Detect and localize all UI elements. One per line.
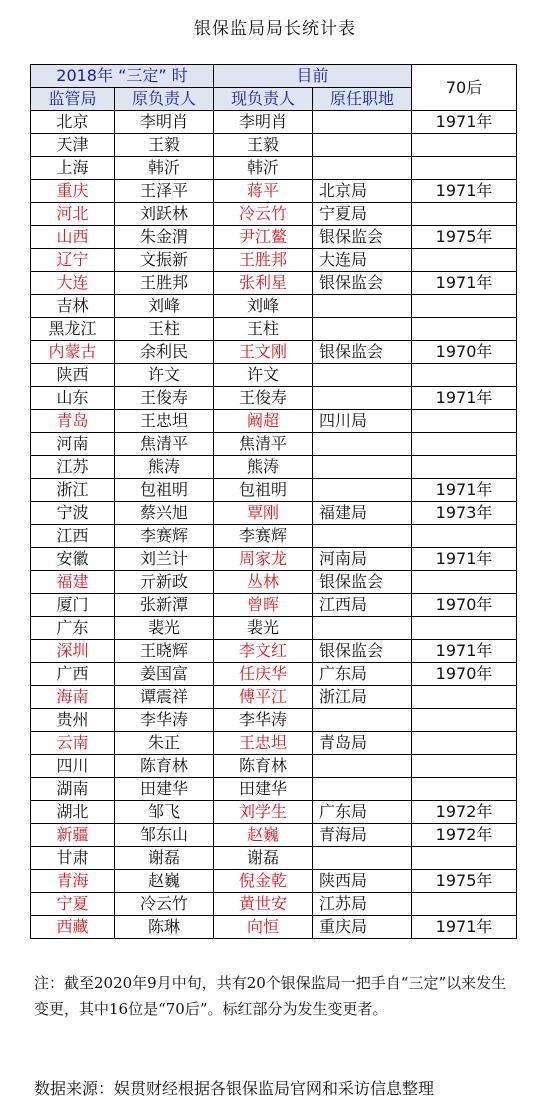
- table-row: [31, 364, 517, 387]
- birth-year-cell: [412, 617, 517, 640]
- header-now: 目前: [214, 65, 412, 88]
- bureau-cell: 吉林: [31, 295, 115, 318]
- curr-leader-cell: 王俊寿: [214, 387, 313, 410]
- birth-year-cell: [412, 778, 517, 801]
- table-header-group-row: [31, 65, 517, 88]
- prev-post-cell: [313, 525, 412, 548]
- birth-year-cell: 1971年: [412, 548, 517, 571]
- bureau-cell: 陕西: [31, 364, 115, 387]
- orig-leader-cell: 王忠坦: [115, 410, 214, 433]
- table-row: [31, 180, 517, 203]
- bureau-cell: 重庆: [31, 180, 115, 203]
- table-row: [31, 502, 517, 525]
- table-row: [31, 893, 517, 916]
- curr-leader-cell: 包祖明: [214, 479, 313, 502]
- bureau-cell: 四川: [31, 755, 115, 778]
- birth-year-cell: 1970年: [412, 341, 517, 364]
- prev-post-cell: 广东局: [313, 663, 412, 686]
- orig-leader-cell: 包祖明: [115, 479, 214, 502]
- prev-post-cell: [313, 456, 412, 479]
- orig-leader-cell: 文振新: [115, 249, 214, 272]
- table-row: [31, 571, 517, 594]
- birth-year-cell: 1971年: [412, 180, 517, 203]
- birth-year-cell: 1973年: [412, 502, 517, 525]
- curr-leader-cell: 蒋平: [214, 180, 313, 203]
- orig-leader-cell: 陈琳: [115, 916, 214, 939]
- bureau-cell: 青海: [31, 870, 115, 893]
- birth-year-cell: [412, 755, 517, 778]
- prev-post-cell: 银保监会: [313, 571, 412, 594]
- bureau-cell: 青岛: [31, 410, 115, 433]
- orig-leader-cell: 朱金渭: [115, 226, 214, 249]
- prev-post-cell: 大连局: [313, 249, 412, 272]
- prev-post-cell: [313, 364, 412, 387]
- prev-post-cell: [313, 111, 412, 134]
- birth-year-cell: 1971年: [412, 387, 517, 410]
- birth-year-cell: [412, 318, 517, 341]
- orig-leader-cell: 陈育林: [115, 755, 214, 778]
- prev-post-cell: 四川局: [313, 410, 412, 433]
- prev-post-cell: 北京局: [313, 180, 412, 203]
- table-row: [31, 847, 517, 870]
- orig-leader-cell: 焦清平: [115, 433, 214, 456]
- header-prev: 原任职地: [313, 88, 412, 111]
- curr-leader-cell: 张利星: [214, 272, 313, 295]
- birth-year-cell: [412, 732, 517, 755]
- curr-leader-cell: 王柱: [214, 318, 313, 341]
- bureau-cell: 黑龙江: [31, 318, 115, 341]
- birth-year-cell: [412, 364, 517, 387]
- orig-leader-cell: 亓新政: [115, 571, 214, 594]
- header-bureau: 监管局: [31, 88, 115, 111]
- table-row: [31, 387, 517, 410]
- birth-year-cell: 1971年: [412, 916, 517, 939]
- orig-leader-cell: 王柱: [115, 318, 214, 341]
- table-row: [31, 778, 517, 801]
- header-curr: 现负责人: [214, 88, 313, 111]
- orig-leader-cell: 刘峰: [115, 295, 214, 318]
- birth-year-cell: 1975年: [412, 226, 517, 249]
- birth-year-cell: [412, 134, 517, 157]
- orig-leader-cell: 刘跃林: [115, 203, 214, 226]
- bureau-cell: 福建: [31, 571, 115, 594]
- table-row: [31, 640, 517, 663]
- curr-leader-cell: 李赛辉: [214, 525, 313, 548]
- table-row: [31, 617, 517, 640]
- curr-leader-cell: 倪金乾: [214, 870, 313, 893]
- orig-leader-cell: 朱正: [115, 732, 214, 755]
- orig-leader-cell: 姜国富: [115, 663, 214, 686]
- page-title: 银保监局局长统计表: [194, 19, 356, 39]
- curr-leader-cell: 覃刚: [214, 502, 313, 525]
- birth-year-cell: 1971年: [412, 640, 517, 663]
- table-row: [31, 548, 517, 571]
- bureau-cell: 贵州: [31, 709, 115, 732]
- table-row: [31, 341, 517, 364]
- table-row: [31, 525, 517, 548]
- bureau-cell: 深圳: [31, 640, 115, 663]
- table-row: [31, 732, 517, 755]
- prev-post-cell: [313, 433, 412, 456]
- curr-leader-cell: 刘学生: [214, 801, 313, 824]
- bureau-cell: 宁波: [31, 502, 115, 525]
- orig-leader-cell: 裴光: [115, 617, 214, 640]
- curr-leader-cell: 冷云竹: [214, 203, 313, 226]
- curr-leader-cell: 王毅: [214, 134, 313, 157]
- table-row: [31, 134, 517, 157]
- birth-year-cell: [412, 295, 517, 318]
- orig-leader-cell: 赵巍: [115, 870, 214, 893]
- table-row: [31, 870, 517, 893]
- birth-year-cell: [412, 456, 517, 479]
- curr-leader-cell: 裴光: [214, 617, 313, 640]
- orig-leader-cell: 李明肖: [115, 111, 214, 134]
- orig-leader-cell: 冷云竹: [115, 893, 214, 916]
- birth-year-cell: 1972年: [412, 801, 517, 824]
- bureau-cell: 辽宁: [31, 249, 115, 272]
- bureau-cell: 新疆: [31, 824, 115, 847]
- birth-year-cell: 1972年: [412, 824, 517, 847]
- orig-leader-cell: 王胜邦: [115, 272, 214, 295]
- prev-post-cell: [313, 479, 412, 502]
- bureau-cell: 北京: [31, 111, 115, 134]
- prev-post-cell: 银保监会: [313, 272, 412, 295]
- bureau-cell: 山东: [31, 387, 115, 410]
- table-row: [31, 410, 517, 433]
- orig-leader-cell: 王泽平: [115, 180, 214, 203]
- curr-leader-cell: 李华涛: [214, 709, 313, 732]
- orig-leader-cell: 王晓辉: [115, 640, 214, 663]
- birth-year-cell: [412, 709, 517, 732]
- table-row: [31, 916, 517, 939]
- birth-year-cell: [412, 893, 517, 916]
- prev-post-cell: [313, 295, 412, 318]
- curr-leader-cell: 田建华: [214, 778, 313, 801]
- prev-post-cell: 宁夏局: [313, 203, 412, 226]
- bureau-cell: 广东: [31, 617, 115, 640]
- curr-leader-cell: 赵巍: [214, 824, 313, 847]
- prev-post-cell: [313, 709, 412, 732]
- orig-leader-cell: 谭震祥: [115, 686, 214, 709]
- orig-leader-cell: 李赛辉: [115, 525, 214, 548]
- table-row: [31, 594, 517, 617]
- bureau-cell: 海南: [31, 686, 115, 709]
- birth-year-cell: [412, 571, 517, 594]
- orig-leader-cell: 许文: [115, 364, 214, 387]
- curr-leader-cell: 丛林: [214, 571, 313, 594]
- orig-leader-cell: 王俊寿: [115, 387, 214, 410]
- table-row: [31, 686, 517, 709]
- orig-leader-cell: 谢磊: [115, 847, 214, 870]
- prev-post-cell: [313, 318, 412, 341]
- table-row: [31, 249, 517, 272]
- prev-post-cell: 福建局: [313, 502, 412, 525]
- bureau-cell: 云南: [31, 732, 115, 755]
- prev-post-cell: [313, 617, 412, 640]
- bureau-cell: 厦门: [31, 594, 115, 617]
- orig-leader-cell: 田建华: [115, 778, 214, 801]
- curr-leader-cell: 傅平江: [214, 686, 313, 709]
- prev-post-cell: [313, 778, 412, 801]
- prev-post-cell: 银保监会: [313, 226, 412, 249]
- table-row: [31, 479, 517, 502]
- bureau-cell: 江西: [31, 525, 115, 548]
- footnote: 注：截至2020年9月中旬，共有20个银保监局一把手自“三定”以来发生变更，其中16位是“70后”。标红部分为发生变更者。: [34, 974, 507, 1018]
- curr-leader-cell: 阚超: [214, 410, 313, 433]
- bureau-cell: 广西: [31, 663, 115, 686]
- birth-year-cell: 1970年: [412, 663, 517, 686]
- table-row: [31, 295, 517, 318]
- table-row: [31, 272, 517, 295]
- orig-leader-cell: 熊涛: [115, 456, 214, 479]
- table-row: [31, 456, 517, 479]
- birth-year-cell: 1970年: [412, 594, 517, 617]
- orig-leader-cell: 邹东山: [115, 824, 214, 847]
- birth-year-cell: [412, 686, 517, 709]
- bureau-cell: 河南: [31, 433, 115, 456]
- table-row: [31, 755, 517, 778]
- curr-leader-cell: 黄世安: [214, 893, 313, 916]
- header-2018: 2018年 “三定” 时: [31, 65, 214, 88]
- prev-post-cell: 重庆局: [313, 916, 412, 939]
- prev-post-cell: [313, 755, 412, 778]
- birth-year-cell: [412, 157, 517, 180]
- table-row: [31, 663, 517, 686]
- curr-leader-cell: 王忠坦: [214, 732, 313, 755]
- orig-leader-cell: 韩沂: [115, 157, 214, 180]
- prev-post-cell: 青海局: [313, 824, 412, 847]
- prev-post-cell: 青岛局: [313, 732, 412, 755]
- prev-post-cell: 银保监会: [313, 640, 412, 663]
- curr-leader-cell: 许文: [214, 364, 313, 387]
- curr-leader-cell: 周家龙: [214, 548, 313, 571]
- birth-year-cell: 1971年: [412, 111, 517, 134]
- bureau-cell: 内蒙古: [31, 341, 115, 364]
- prev-post-cell: [313, 847, 412, 870]
- prev-post-cell: 河南局: [313, 548, 412, 571]
- birth-year-cell: 1975年: [412, 870, 517, 893]
- table-row: [31, 433, 517, 456]
- prev-post-cell: [313, 157, 412, 180]
- bureau-cell: 湖北: [31, 801, 115, 824]
- curr-leader-cell: 任庆华: [214, 663, 313, 686]
- birth-year-cell: [412, 847, 517, 870]
- prev-post-cell: [313, 134, 412, 157]
- table-body: [31, 111, 517, 939]
- stats-table: [30, 64, 517, 939]
- bureau-cell: 宁夏: [31, 893, 115, 916]
- birth-year-cell: [412, 525, 517, 548]
- orig-leader-cell: 邹飞: [115, 801, 214, 824]
- curr-leader-cell: 李明肖: [214, 111, 313, 134]
- birth-year-cell: [412, 410, 517, 433]
- orig-leader-cell: 张新潭: [115, 594, 214, 617]
- curr-leader-cell: 刘峰: [214, 295, 313, 318]
- curr-leader-cell: 王胜邦: [214, 249, 313, 272]
- curr-leader-cell: 向恒: [214, 916, 313, 939]
- birth-year-cell: [412, 203, 517, 226]
- table-row: [31, 709, 517, 732]
- bureau-cell: 安徽: [31, 548, 115, 571]
- bureau-cell: 河北: [31, 203, 115, 226]
- table-row: [31, 318, 517, 341]
- bureau-cell: 西藏: [31, 916, 115, 939]
- birth-year-cell: 1971年: [412, 272, 517, 295]
- curr-leader-cell: 王文刚: [214, 341, 313, 364]
- prev-post-cell: 陕西局: [313, 870, 412, 893]
- table-row: [31, 824, 517, 847]
- orig-leader-cell: 王毅: [115, 134, 214, 157]
- source-line: 数据来源：娱贯财经根据各银保监局官网和采访信息整理: [34, 1079, 435, 1098]
- curr-leader-cell: 谢磊: [214, 847, 313, 870]
- prev-post-cell: 银保监会: [313, 341, 412, 364]
- birth-year-cell: [412, 249, 517, 272]
- bureau-cell: 江苏: [31, 456, 115, 479]
- orig-leader-cell: 李华涛: [115, 709, 214, 732]
- table-row: [31, 801, 517, 824]
- curr-leader-cell: 陈育林: [214, 755, 313, 778]
- prev-post-cell: 浙江局: [313, 686, 412, 709]
- orig-leader-cell: 蔡兴旭: [115, 502, 214, 525]
- table-row: [31, 111, 517, 134]
- header-orig: 原负责人: [115, 88, 214, 111]
- bureau-cell: 甘肃: [31, 847, 115, 870]
- birth-year-cell: [412, 433, 517, 456]
- curr-leader-cell: 焦清平: [214, 433, 313, 456]
- curr-leader-cell: 尹江鳌: [214, 226, 313, 249]
- table-row: [31, 203, 517, 226]
- header-70s: 70后: [412, 65, 517, 111]
- table-row: [31, 157, 517, 180]
- bureau-cell: 湖南: [31, 778, 115, 801]
- curr-leader-cell: 曾晖: [214, 594, 313, 617]
- bureau-cell: 大连: [31, 272, 115, 295]
- bureau-cell: 浙江: [31, 479, 115, 502]
- birth-year-cell: 1971年: [412, 479, 517, 502]
- prev-post-cell: 江苏局: [313, 893, 412, 916]
- orig-leader-cell: 刘兰计: [115, 548, 214, 571]
- bureau-cell: 上海: [31, 157, 115, 180]
- table-row: [31, 226, 517, 249]
- curr-leader-cell: 熊涛: [214, 456, 313, 479]
- prev-post-cell: [313, 387, 412, 410]
- orig-leader-cell: 余利民: [115, 341, 214, 364]
- prev-post-cell: 广东局: [313, 801, 412, 824]
- curr-leader-cell: 李文红: [214, 640, 313, 663]
- bureau-cell: 天津: [31, 134, 115, 157]
- bureau-cell: 山西: [31, 226, 115, 249]
- prev-post-cell: 江西局: [313, 594, 412, 617]
- curr-leader-cell: 韩沂: [214, 157, 313, 180]
